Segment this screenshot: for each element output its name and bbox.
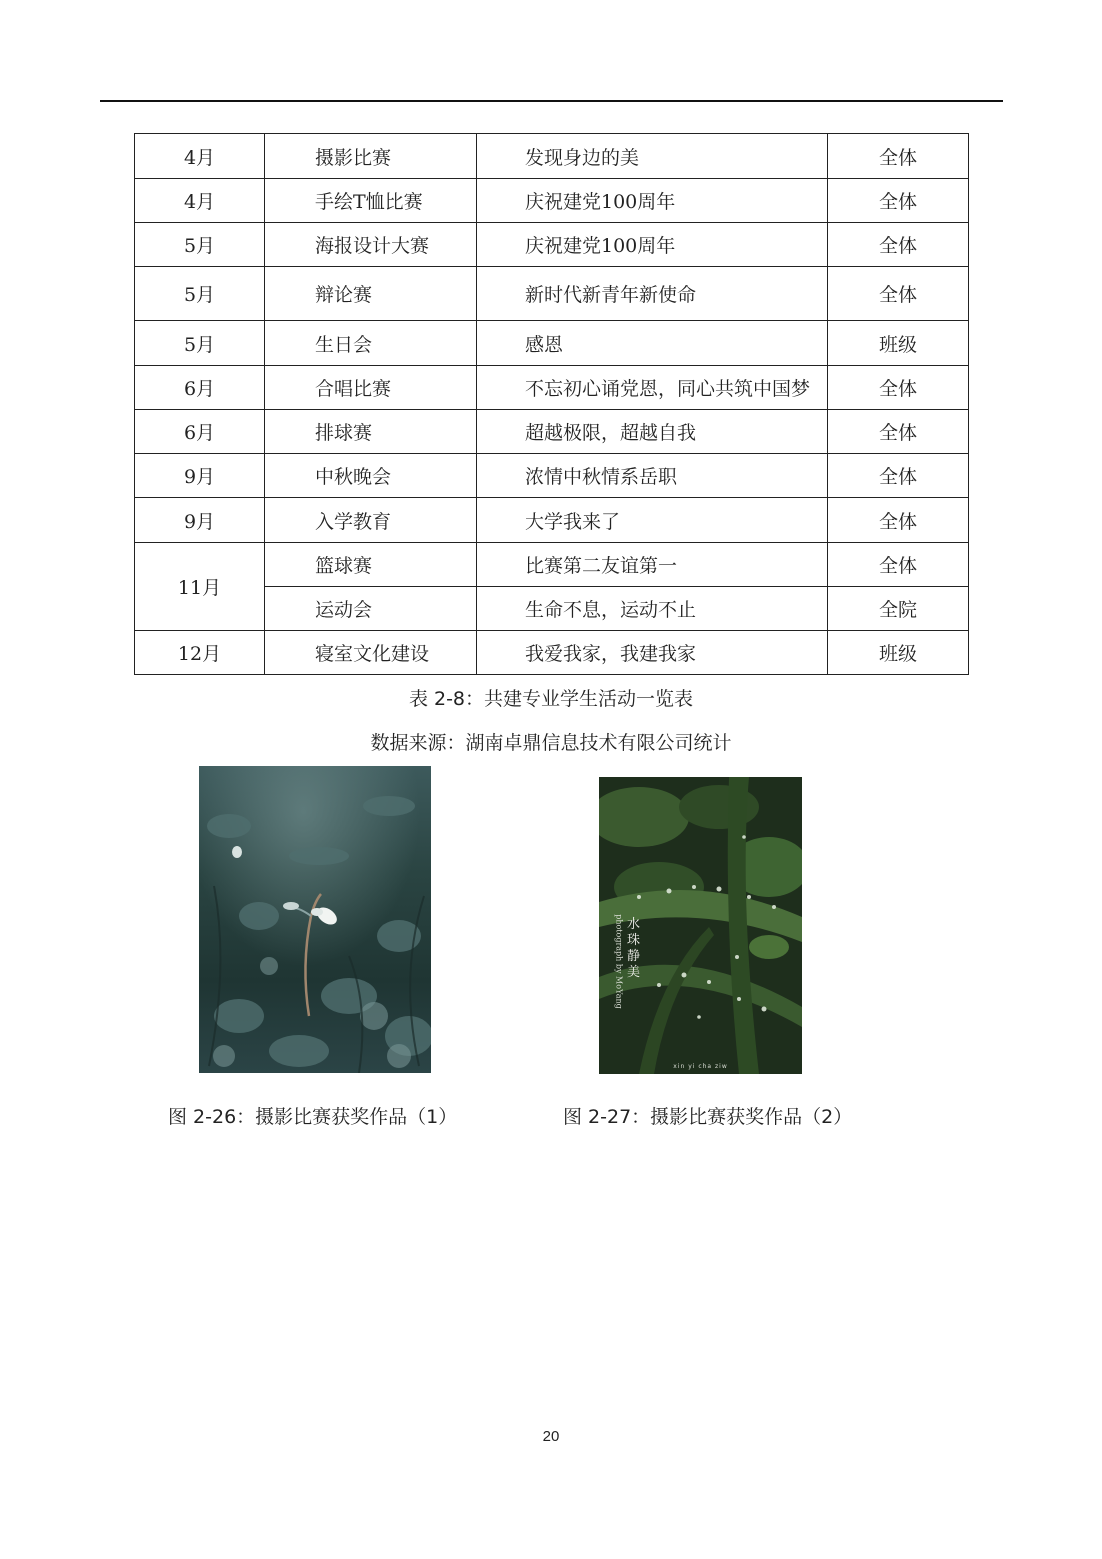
theme-cell: 庆祝建党100周年 — [477, 179, 828, 223]
activity-name-cell: 运动会 — [265, 587, 477, 631]
photo-white-flower — [199, 766, 431, 1073]
photo-water-drops — [599, 777, 802, 1074]
table-row — [135, 454, 969, 498]
header-rule — [100, 100, 1003, 102]
table-row — [135, 179, 969, 223]
scope-cell: 全体 — [828, 267, 969, 321]
scope-cell: 全体 — [828, 366, 969, 410]
page-number: 20 — [542, 1428, 560, 1445]
photo-overlay-bottom: xin yi cha ziw — [673, 1063, 728, 1070]
activity-name-cell: 生日会 — [265, 321, 477, 366]
month-cell: 4月 — [135, 179, 265, 223]
scope-cell: 全院 — [828, 587, 969, 631]
table-row — [135, 321, 969, 366]
scope-cell: 全体 — [828, 134, 969, 179]
scope-cell: 全体 — [828, 543, 969, 587]
figure-caption-2: 图 2-27：摄影比赛获奖作品（2） — [563, 1106, 853, 1128]
activity-name-cell: 辩论赛 — [265, 267, 477, 321]
theme-cell: 不忘初心诵党恩，同心共筑中国梦 — [477, 366, 828, 410]
activity-name-cell: 手绘T恤比赛 — [265, 179, 477, 223]
theme-cell: 大学我来了 — [477, 498, 828, 543]
photo-overlay-title: 水珠 静美 — [627, 917, 641, 980]
activity-name-cell: 中秋晚会 — [265, 454, 477, 498]
month-cell: 5月 — [135, 267, 265, 321]
table-row — [135, 631, 969, 675]
activity-name-cell: 篮球赛 — [265, 543, 477, 587]
table-caption: 表 2-8：共建专业学生活动一览表 — [408, 688, 694, 710]
activity-name-cell: 海报设计大赛 — [265, 223, 477, 267]
activity-name-cell: 寝室文化建设 — [265, 631, 477, 675]
month-cell: 5月 — [135, 321, 265, 366]
scope-cell: 全体 — [828, 223, 969, 267]
data-source-note: 数据来源：湖南卓鼎信息技术有限公司统计 — [370, 732, 732, 754]
table-row — [135, 543, 969, 587]
activity-name-cell: 排球赛 — [265, 410, 477, 454]
month-cell: 5月 — [135, 223, 265, 267]
table-row — [135, 366, 969, 410]
month-cell: 12月 — [135, 631, 265, 675]
activity-table — [134, 133, 969, 675]
month-cell-merged: 11月 — [135, 543, 265, 631]
month-cell: 4月 — [135, 134, 265, 179]
theme-cell: 新时代新青年新使命 — [477, 267, 828, 321]
month-cell: 9月 — [135, 498, 265, 543]
theme-cell: 我爱我家，我建我家 — [477, 631, 828, 675]
theme-cell: 发现身边的美 — [477, 134, 828, 179]
month-cell: 6月 — [135, 366, 265, 410]
scope-cell: 班级 — [828, 321, 969, 366]
theme-cell: 生命不息，运动不止 — [477, 587, 828, 631]
scope-cell: 全体 — [828, 410, 969, 454]
table-row — [135, 267, 969, 321]
theme-cell: 感恩 — [477, 321, 828, 366]
theme-cell: 庆祝建党100周年 — [477, 223, 828, 267]
month-cell: 6月 — [135, 410, 265, 454]
scope-cell: 全体 — [828, 498, 969, 543]
table-row — [135, 498, 969, 543]
activity-name-cell: 摄影比赛 — [265, 134, 477, 179]
activity-name-cell: 合唱比赛 — [265, 366, 477, 410]
scope-cell: 班级 — [828, 631, 969, 675]
theme-cell: 超越极限，超越自我 — [477, 410, 828, 454]
photo-overlay-vertical: photograph by MoYang — [614, 914, 624, 1009]
theme-cell: 浓情中秋情系岳职 — [477, 454, 828, 498]
scope-cell: 全体 — [828, 179, 969, 223]
figure-caption-1: 图 2-26：摄影比赛获奖作品（1） — [168, 1106, 458, 1128]
table-row — [135, 410, 969, 454]
theme-cell: 比赛第二友谊第一 — [477, 543, 828, 587]
scope-cell: 全体 — [828, 454, 969, 498]
table-row — [135, 223, 969, 267]
activity-name-cell: 入学教育 — [265, 498, 477, 543]
table-row — [135, 134, 969, 179]
month-cell: 9月 — [135, 454, 265, 498]
